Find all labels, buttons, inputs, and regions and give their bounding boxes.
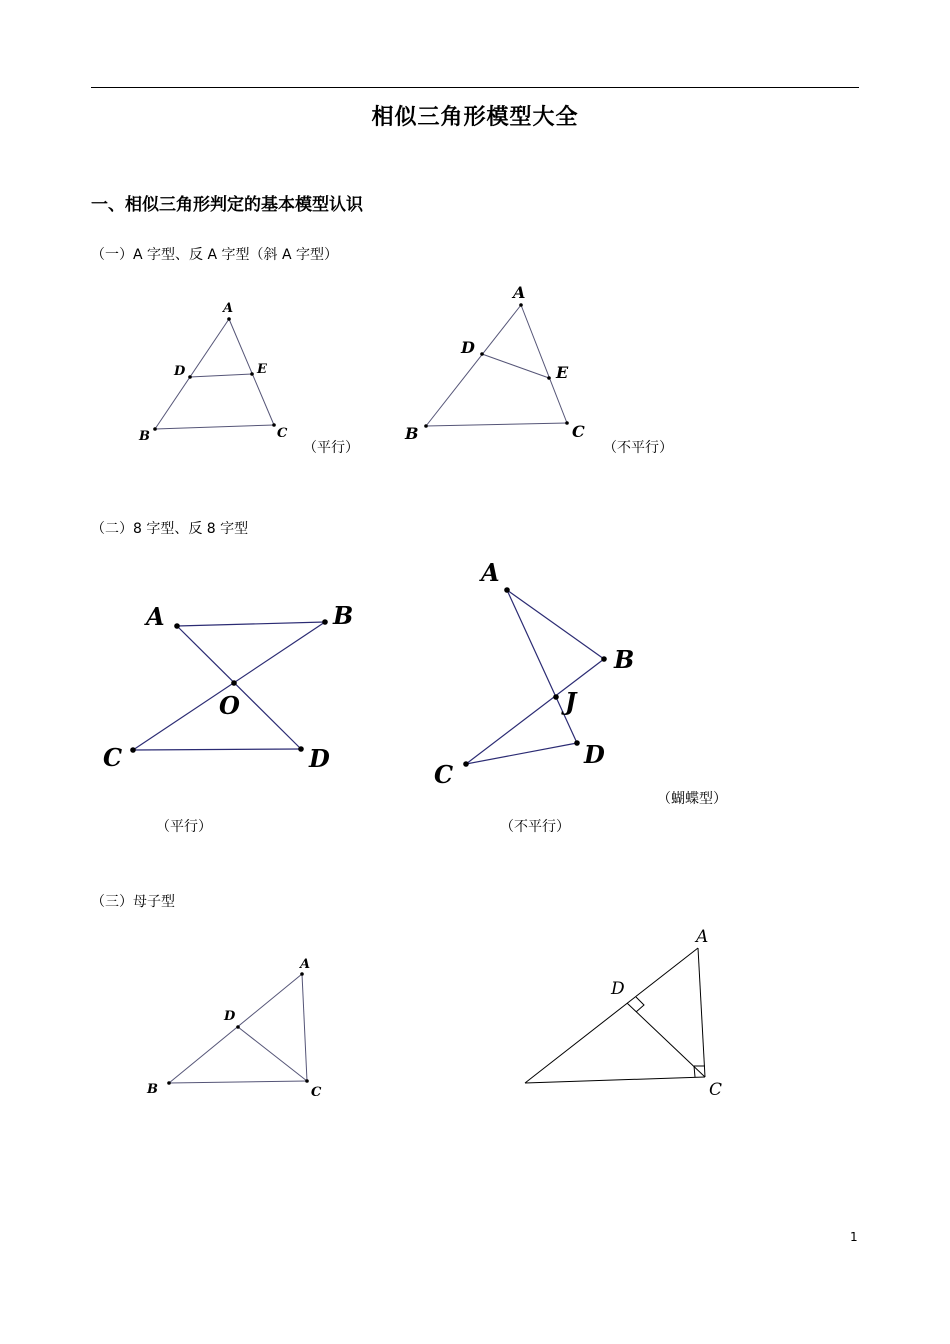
figure-8-not-parallel: [466, 590, 604, 764]
caption-not-parallel-a: （不平行）: [603, 440, 673, 456]
label-e-2: E: [556, 363, 569, 382]
subheading-a-shape: （一）A 字型、反 A 字型（斜 A 字型）: [91, 247, 338, 263]
label-d-6: D: [611, 979, 625, 999]
caption-butterfly: （蝴蝶型）: [657, 791, 727, 807]
label-d-3: D: [309, 744, 330, 773]
label-c-5: C: [311, 1085, 322, 1100]
figure-right-triangle: [525, 948, 705, 1083]
label-a-2: A: [513, 283, 526, 302]
section-heading: 一、相似三角形判定的基本模型认识: [91, 195, 363, 215]
label-e: E: [257, 362, 267, 377]
page-number: 1: [850, 1230, 858, 1244]
subheading-8-shape: （二）8 字型、反 8 字型: [91, 521, 249, 537]
label-d: D: [174, 364, 186, 379]
caption-parallel-a: （平行）: [303, 440, 359, 456]
label-a-3: A: [146, 602, 165, 631]
label-b: B: [139, 429, 150, 444]
label-o: O: [219, 691, 240, 720]
page-title: 相似三角形模型大全: [371, 105, 579, 130]
label-c-2: C: [572, 422, 585, 441]
subheading-mother-child: （三）母子型: [91, 894, 175, 910]
label-a: A: [223, 301, 234, 316]
label-c: C: [277, 426, 288, 441]
figure-a-not-parallel: [426, 305, 567, 426]
label-c-6: C: [709, 1080, 723, 1100]
caption-parallel-8: （平行）: [156, 819, 212, 835]
figure-8-parallel: [133, 622, 325, 750]
label-b-2: B: [405, 424, 419, 443]
caption-not-parallel-8: （不平行）: [500, 819, 570, 835]
label-d-4: D: [584, 740, 605, 769]
label-d-5: D: [224, 1009, 236, 1024]
label-c-4: C: [434, 760, 454, 789]
label-a-4: A: [481, 558, 500, 587]
label-a-6: A: [696, 927, 709, 947]
label-j: J: [565, 687, 577, 716]
label-d-2: D: [461, 338, 475, 357]
label-a-5: A: [300, 957, 311, 972]
label-b-3: B: [333, 601, 354, 630]
label-b-4: B: [614, 645, 635, 674]
label-c-3: C: [103, 743, 123, 772]
label-b-5: B: [147, 1082, 158, 1097]
